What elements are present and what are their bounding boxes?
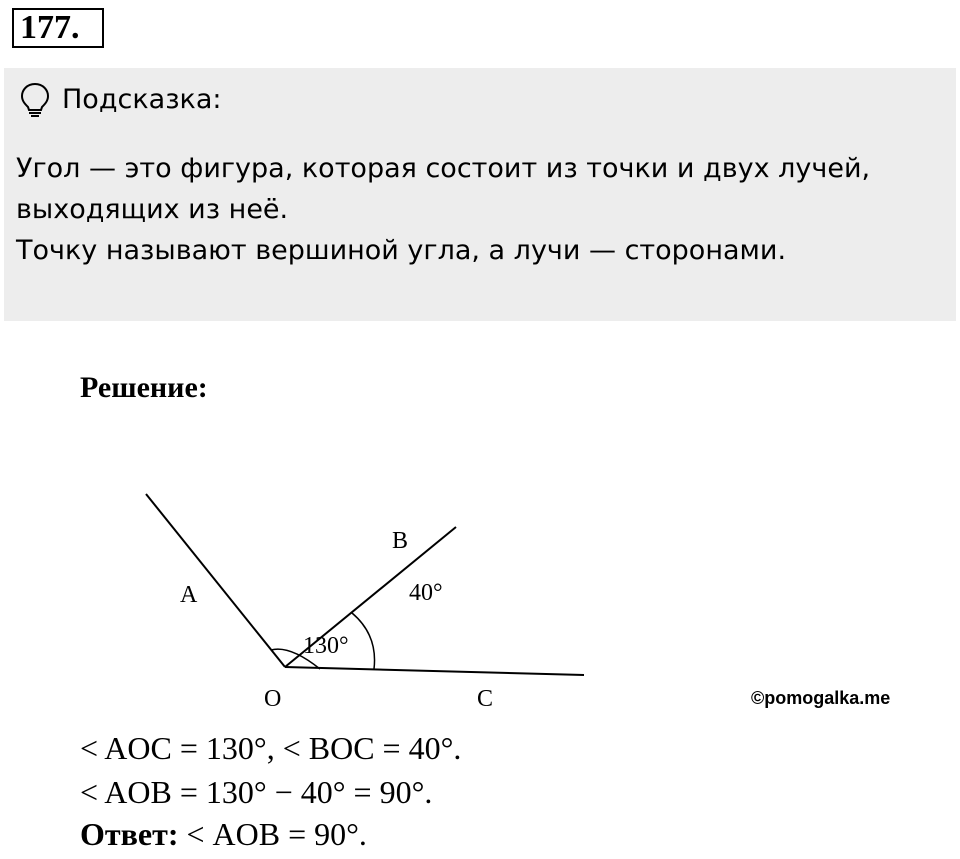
label-angle-aoc: 130°: [303, 633, 349, 659]
watermark: ©pomogalka.me: [751, 688, 891, 708]
answer-text: < AOB = 90°.: [178, 816, 367, 852]
answer-label: Ответ:: [80, 816, 179, 852]
lightbulb-icon: [20, 82, 50, 118]
equation-line: < AOC = 130°, < BOC = 40°.: [80, 730, 462, 766]
equation-line: < AOB = 130° − 40° = 90°.: [80, 774, 433, 810]
solution-title: Решение:: [80, 371, 208, 404]
angle-diagram: [0, 470, 620, 720]
label-c: C: [477, 686, 494, 712]
answer-line: [80, 814, 367, 854]
hint-title: Подсказка:: [62, 84, 222, 115]
hint-header: [20, 82, 222, 118]
ray-oc: [285, 667, 584, 675]
hint-box: [4, 68, 956, 321]
hint-text: [16, 148, 946, 271]
label-a: A: [180, 582, 198, 608]
label-angle-boc: 40°: [409, 580, 443, 606]
label-o: O: [264, 686, 282, 712]
hint-line: Угол — это фигура, которая состоит из точки и двух лучей,: [16, 153, 871, 184]
problem-number: 177.: [12, 8, 104, 48]
label-b: B: [392, 528, 409, 554]
ray-oa: [146, 494, 285, 667]
hint-line: выходящих из неё.: [16, 194, 289, 225]
hint-line: Точку называют вершиной угла, а лучи — сторонами.: [16, 235, 787, 266]
arc-angle-boc: [352, 613, 375, 669]
